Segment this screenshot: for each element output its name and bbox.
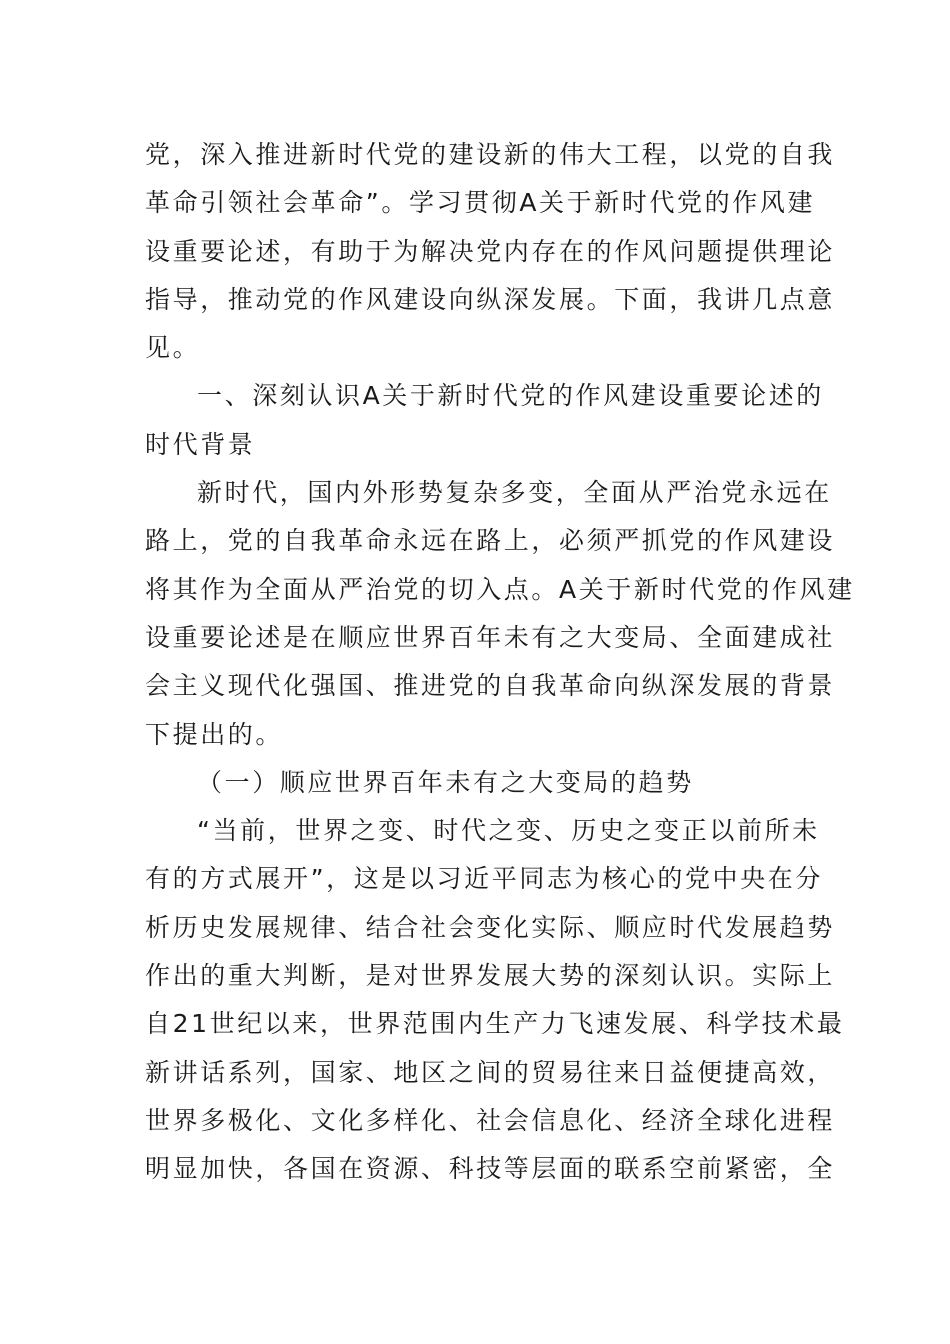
paragraph-line: 设重要论述是在顺应世界百年未有之大变局、全面建成社 [145, 622, 836, 652]
paragraph-line: 设重要论述，有助于为解决党内存在的作风问题提供理论 [145, 236, 836, 266]
paragraph-line: 析历史发展规律、结合社会变化实际、顺应时代发展趋势 [145, 912, 836, 942]
paragraph-line: 新讲话系列，国家、地区之间的贸易往来日益便捷高效， [145, 1057, 836, 1087]
paragraph-line: 自21世纪以来，世界范围内生产力飞速发展、科学技术最 [145, 1009, 845, 1039]
paragraph-line: 新时代，国内外形势复杂多变，全面从严治党永远在 [197, 478, 832, 508]
paragraph-line: 作出的重大判断，是对世界发展大势的深刻认识。实际上 [145, 961, 836, 991]
paragraph-line: 见。 [145, 333, 201, 363]
paragraph-line: 路上，党的自我革命永远在路上，必须严抓党的作风建设 [145, 526, 836, 556]
subsection-heading: （一）顺应世界百年未有之大变局的趋势 [197, 767, 694, 797]
paragraph-line: 指导，推动党的作风建设向纵深发展。下面，我讲几点意 [145, 284, 836, 314]
paragraph-line: 党，深入推进新时代党的建设新的伟大工程，以党的自我 [145, 140, 836, 169]
paragraph-line: 有的方式展开”，这是以习近平同志为核心的党中央在分 [145, 864, 823, 894]
paragraph-line: 下提出的。 [145, 719, 284, 749]
paragraph-line: 会主义现代化强国、推进党的自我革命向纵深发展的背景 [145, 671, 836, 701]
paragraph-line: 将其作为全面从严治党的切入点。A关于新时代党的作风建 [145, 574, 855, 604]
paragraph-line: 明显加快，各国在资源、科技等层面的联系空前紧密，全 [145, 1154, 836, 1184]
paragraph-line: 世界多极化、文化多样化、社会信息化、经济全球化进程 [145, 1105, 836, 1135]
document-page [145, 131, 855, 1194]
section-heading: 一、深刻认识A关于新时代党的作风建设重要论述的 [197, 381, 824, 411]
section-heading-continuation: 时代背景 [145, 429, 256, 459]
paragraph-line: 革命引领社会革命”。学习贯彻A关于新时代党的作风建 [145, 188, 816, 218]
paragraph-line: “当前，世界之变、时代之变、历史之变正以前所未 [197, 816, 820, 846]
